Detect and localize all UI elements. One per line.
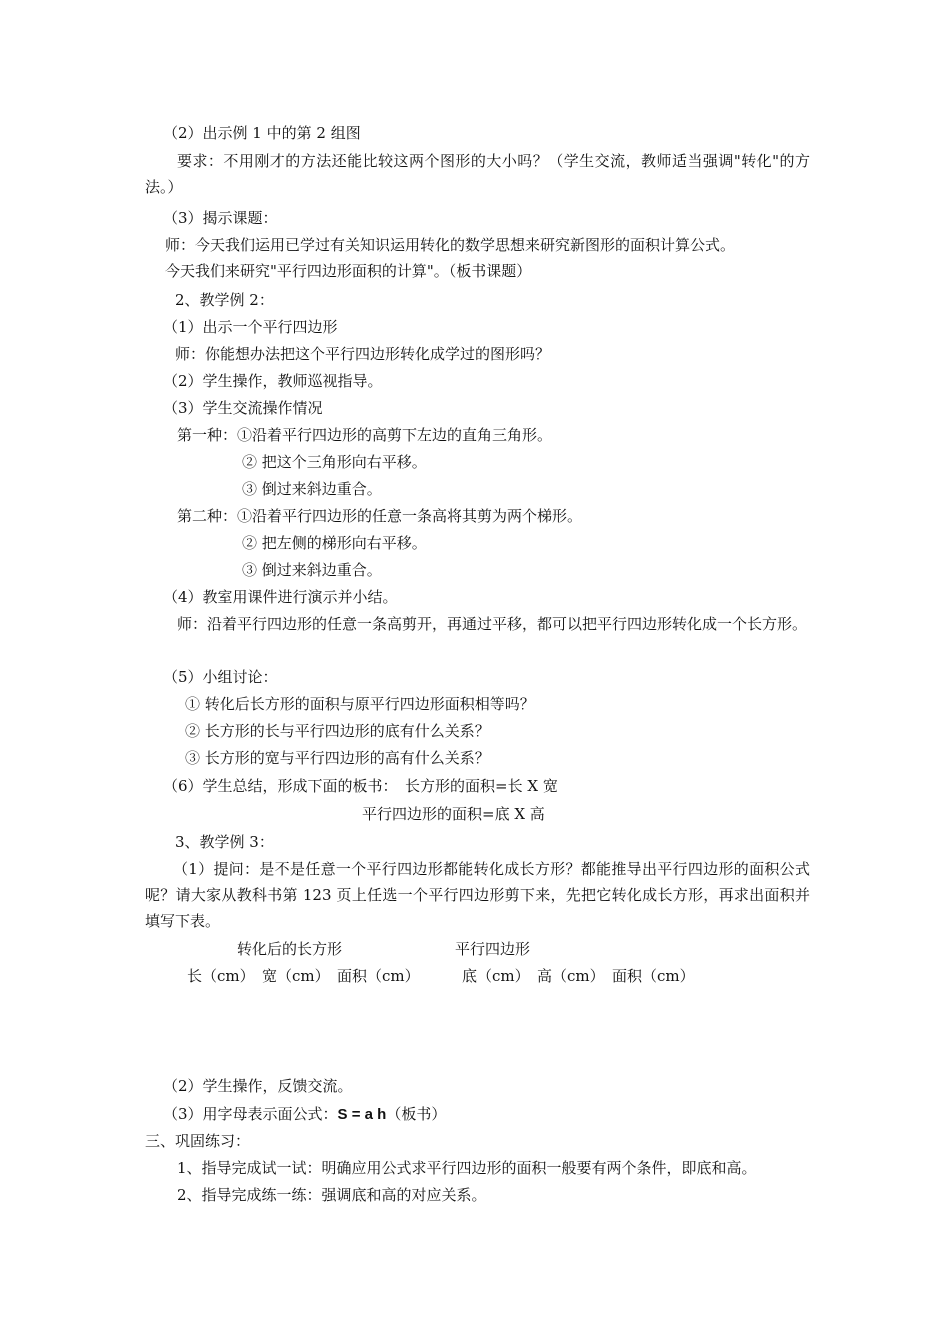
table-col-width: 宽（cm）: [262, 967, 330, 985]
formula-suffix: （板书）: [386, 1105, 447, 1123]
step-2-heading: （2）出示例 1 中的第 2 组图: [163, 124, 361, 142]
practice-item-2: 2、指导完成练一练：强调底和高的对应关系。: [177, 1186, 487, 1204]
table-col-base: 底（cm）: [462, 967, 530, 985]
method-1-step-3: ③ 倒过来斜边重合。: [242, 480, 382, 498]
example-3-heading: 3、教学例 3：: [175, 833, 274, 851]
topic-line: 今天我们来研究"平行四边形面积的计算"。（板书课题）: [165, 262, 532, 280]
table-group-rectangle: 转化后的长方形: [237, 940, 343, 958]
method-2-step-2: ② 把左侧的梯形向右平移。: [242, 534, 427, 552]
example-3-question: （1）提问：是不是任意一个平行四边形都能转化成长方形？都能推导出平行四边形的面积公式呢？请大家从教科书第 123 页上任选一个平行四边形剪下来，先把它转化成长方形，再求出面积并填写下表。: [145, 860, 810, 930]
discussion-question-2: ② 长方形的长与平行四边形的底有什么关系？: [185, 722, 490, 740]
parallelogram-area-formula: 平行四边形的面积=底 X 高: [362, 805, 545, 823]
method-1-step-1: 第一种：①沿着平行四边形的高剪下左边的直角三角形。: [177, 426, 553, 444]
example-2-step-2: （2）学生操作，教师巡视指导。: [163, 372, 383, 390]
example-2-step-4: （4）教室用课件进行演示并小结。: [163, 588, 398, 606]
table-group-parallelogram: 平行四边形: [455, 940, 531, 958]
method-2-step-3: ③ 倒过来斜边重合。: [242, 561, 382, 579]
example-2-step-5: （5）小组讨论：: [163, 668, 278, 686]
discussion-question-1: ① 转化后长方形的面积与原平行四边形面积相等吗？: [185, 695, 535, 713]
example-2-step-3: （3）学生交流操作情况: [163, 399, 323, 417]
example-2-step-1: （1）出示一个平行四边形: [163, 318, 338, 336]
teacher-intro-line: 师：今天我们运用已学过有关知识运用转化的数学思想来研究新图形的面积计算公式。: [165, 236, 736, 254]
example-3-step-2: （2）学生操作，反馈交流。: [163, 1077, 353, 1095]
formula-s-equals-ah: S = a h: [337, 1106, 387, 1123]
discussion-question-3: ③ 长方形的宽与平行四边形的高有什么关系？: [185, 749, 490, 767]
formula-prefix: （3）用字母表示面公式：: [163, 1105, 338, 1123]
method-2-step-1: 第二种：①沿着平行四边形的任意一条高将其剪为两个梯形。: [177, 507, 583, 525]
practice-heading: 三、巩固练习：: [145, 1132, 251, 1150]
teacher-summary-paragraph: 师：沿着平行四边形的任意一条高剪开，再通过平移，都可以把平行四边形转化成一个长方形。: [177, 615, 808, 633]
step-3-heading: （3）揭示课题：: [163, 209, 278, 227]
table-col-rect-area: 面积（cm）: [337, 967, 420, 985]
example-2-heading: 2、教学例 2：: [175, 291, 274, 309]
table-col-height: 高（cm）: [537, 967, 605, 985]
requirement-paragraph: 要求：不用刚才的方法还能比较这两个图形的大小吗？（学生交流，教师适当强调"转化"的方法。）: [145, 152, 810, 196]
method-1-step-2: ② 把这个三角形向右平移。: [242, 453, 427, 471]
table-col-para-area: 面积（cm）: [612, 967, 695, 985]
example-3-step-3: [163, 1101, 828, 1128]
table-col-length: 长（cm）: [187, 967, 255, 985]
board-summary-line: （6）学生总结，形成下面的板书： 长方形的面积=长 X 宽: [163, 777, 558, 795]
teacher-question: 师：你能想办法把这个平行四边形转化成学过的图形吗？: [175, 345, 551, 363]
practice-item-1: 1、指导完成试一试：明确应用公式求平行四边形的面积一般要有两个条件，即底和高。: [177, 1159, 757, 1177]
